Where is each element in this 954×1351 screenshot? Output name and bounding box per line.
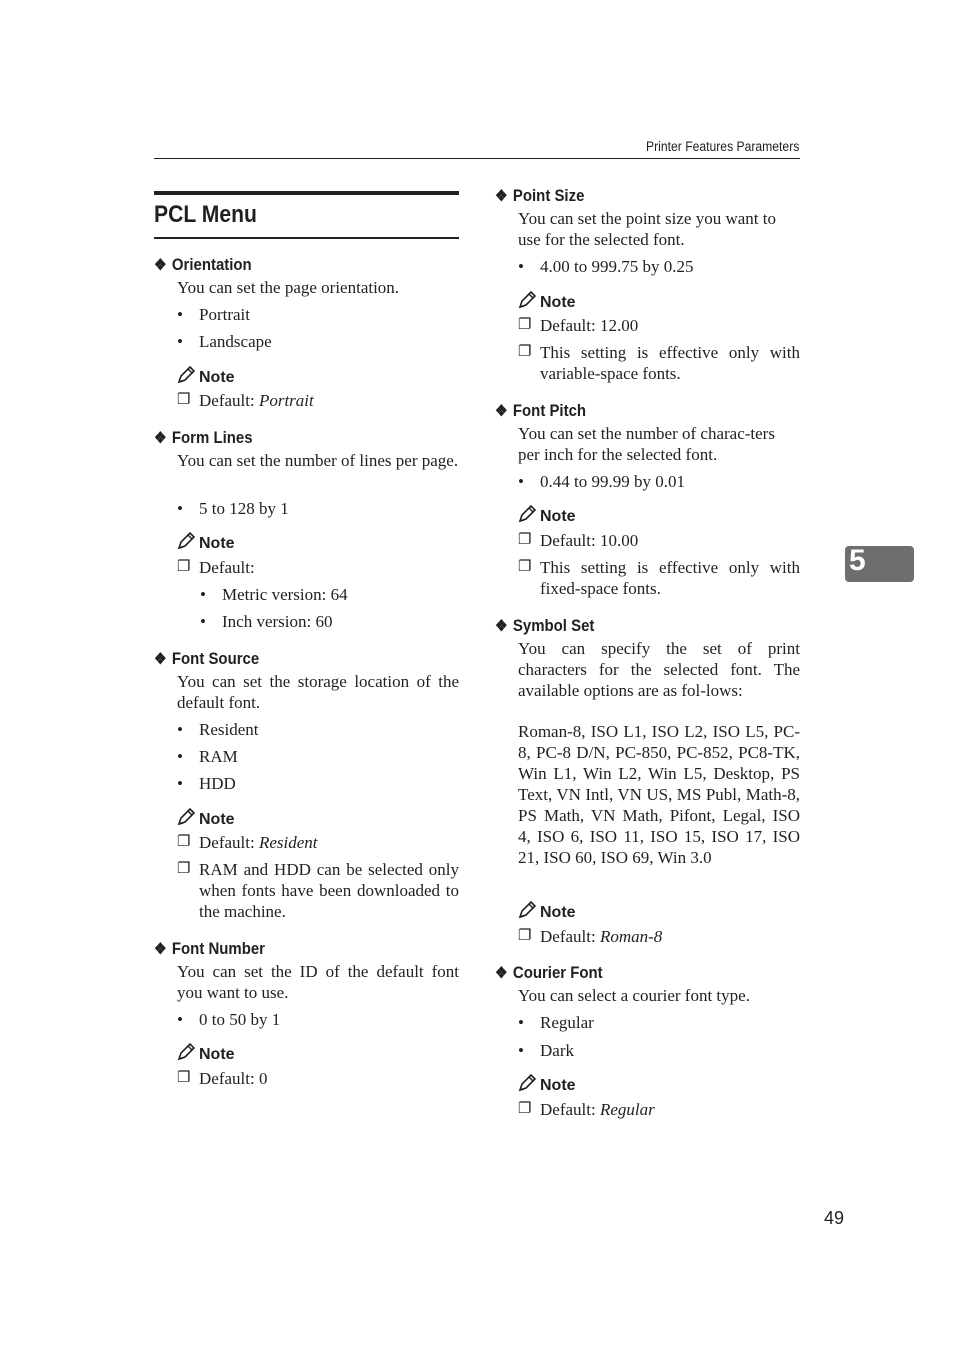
checkbox-icon: ❐ xyxy=(518,928,532,944)
list-item: • Inch version: 60 xyxy=(200,612,333,631)
note-heading: Note xyxy=(177,808,235,829)
checkbox-icon: ❐ xyxy=(177,834,191,850)
pencil-note-icon xyxy=(518,505,536,523)
list-item: • 4.00 to 999.75 by 0.25 xyxy=(518,257,694,276)
section-heading-form-lines: ❖ Form Lines xyxy=(154,428,253,447)
chapter-tab xyxy=(845,546,914,582)
note-item: ❐ Default: Regular xyxy=(518,1100,655,1119)
page-title: PCL Menu xyxy=(154,201,257,228)
note-item: ❐ This setting is effective only with fixed-space fonts. xyxy=(518,558,800,598)
list-item: • RAM xyxy=(177,747,238,766)
diamond-bullet-icon: ❖ xyxy=(495,618,508,635)
note-item: ❐ RAM and HDD can be selected only when fonts have been downloaded to the machine. xyxy=(177,860,459,921)
checkbox-icon: ❐ xyxy=(518,344,532,360)
section-heading-font-number: ❖ Font Number xyxy=(154,939,265,958)
list-item: • Metric version: 64 xyxy=(200,585,348,604)
pencil-note-icon xyxy=(177,366,195,384)
section-heading-point-size: ❖ Point Size xyxy=(495,186,585,205)
diamond-bullet-icon: ❖ xyxy=(495,188,508,205)
pencil-note-icon xyxy=(518,291,536,309)
list-item: • Resident xyxy=(177,720,259,739)
form-lines-description: You can set the number of lines per page. xyxy=(177,451,459,470)
diamond-bullet-icon: ❖ xyxy=(495,403,508,420)
section-heading-font-pitch: ❖ Font Pitch xyxy=(495,401,587,420)
list-item: • Landscape xyxy=(177,332,272,351)
running-header: Printer Features Parameters xyxy=(645,139,799,154)
list-item: • 0.44 to 99.99 by 0.01 xyxy=(518,472,685,491)
note-heading: Note xyxy=(518,901,576,922)
pencil-note-icon xyxy=(518,1074,536,1092)
font-source-description: You can set the storage location of the default font. xyxy=(177,672,459,712)
page-number: 49 xyxy=(824,1208,845,1228)
point-size-description: You can set the point size you want to use for the selected font. xyxy=(518,209,776,249)
diamond-bullet-icon: ❖ xyxy=(154,430,167,447)
title-rule-top xyxy=(154,191,459,195)
checkbox-icon: ❐ xyxy=(518,317,532,333)
font-pitch-description: You can set the number of charac-ters per inch for the selected font. xyxy=(518,424,775,464)
note-item: ❐ Default: Resident xyxy=(177,833,318,852)
list-item: • Dark xyxy=(518,1041,574,1060)
note-item: ❐ Default: Roman-8 xyxy=(518,927,663,946)
diamond-bullet-icon: ❖ xyxy=(495,965,508,982)
checkbox-icon: ❐ xyxy=(177,861,191,877)
list-item: • Portrait xyxy=(177,305,250,324)
chapter-number: 5 xyxy=(849,544,866,577)
note-heading: Note xyxy=(177,366,235,387)
header-rule xyxy=(154,158,800,159)
diamond-bullet-icon: ❖ xyxy=(154,941,167,958)
checkbox-icon: ❐ xyxy=(177,559,191,575)
section-heading-font-source: ❖ Font Source xyxy=(154,649,260,668)
note-item: ❐ Default: 10.00 xyxy=(518,531,639,550)
note-item: ❐ This setting is effective only with variable-space fonts. xyxy=(518,343,800,383)
diamond-bullet-icon: ❖ xyxy=(154,651,167,668)
note-heading: Note xyxy=(177,1043,235,1064)
orientation-description: You can set the page orientation. xyxy=(177,278,400,297)
section-heading-orientation: ❖ Orientation xyxy=(154,255,252,274)
checkbox-icon: ❐ xyxy=(177,1070,191,1086)
note-item: ❐ Default: Portrait xyxy=(177,391,314,410)
note-heading: Note xyxy=(518,1074,576,1095)
note-heading: Note xyxy=(518,291,576,312)
note-item: ❐ Default: xyxy=(177,558,255,577)
list-item: • HDD xyxy=(177,774,236,793)
title-rule-bottom xyxy=(154,237,459,239)
checkbox-icon: ❐ xyxy=(518,1101,532,1117)
section-heading-symbol-set: ❖ Symbol Set xyxy=(495,616,595,635)
symbol-set-description: You can specify the set of print characters for the selected font. The available options are as fol-lows: xyxy=(518,639,800,700)
pencil-note-icon xyxy=(177,1043,195,1061)
pencil-note-icon xyxy=(177,808,195,826)
pencil-note-icon xyxy=(177,532,195,550)
list-item: • Regular xyxy=(518,1013,594,1032)
note-heading: Note xyxy=(518,505,576,526)
font-number-description: You can set the ID of the default font you want to use. xyxy=(177,962,459,1002)
note-item: ❐ Default: 0 xyxy=(177,1069,268,1088)
note-heading: Note xyxy=(177,532,235,553)
note-item: ❐ Default: 12.00 xyxy=(518,316,639,335)
courier-font-description: You can select a courier font type. xyxy=(518,986,750,1005)
diamond-bullet-icon: ❖ xyxy=(154,257,167,274)
list-item: • 5 to 128 by 1 xyxy=(177,499,289,518)
section-heading-courier-font: ❖ Courier Font xyxy=(495,963,603,982)
checkbox-icon: ❐ xyxy=(518,559,532,575)
checkbox-icon: ❐ xyxy=(177,392,191,408)
checkbox-icon: ❐ xyxy=(518,532,532,548)
list-item: • 0 to 50 by 1 xyxy=(177,1010,281,1029)
pencil-note-icon xyxy=(518,901,536,919)
symbol-set-values: Roman-8, ISO L1, ISO L2, ISO L5, PC-8, PC-8 D/N, PC-850, PC-852, PC8-TK, Win L1, Win L2, Win L5, Desktop, PS Text, VN Intl, VN US, MS Publ, Math-8, PS Math, VN Math, Pifont, Legal, ISO 4, ISO 6, ISO 11, ISO 15, ISO 17, ISO 21, ISO 60, ISO 69, Win 3.0 xyxy=(518,722,800,867)
